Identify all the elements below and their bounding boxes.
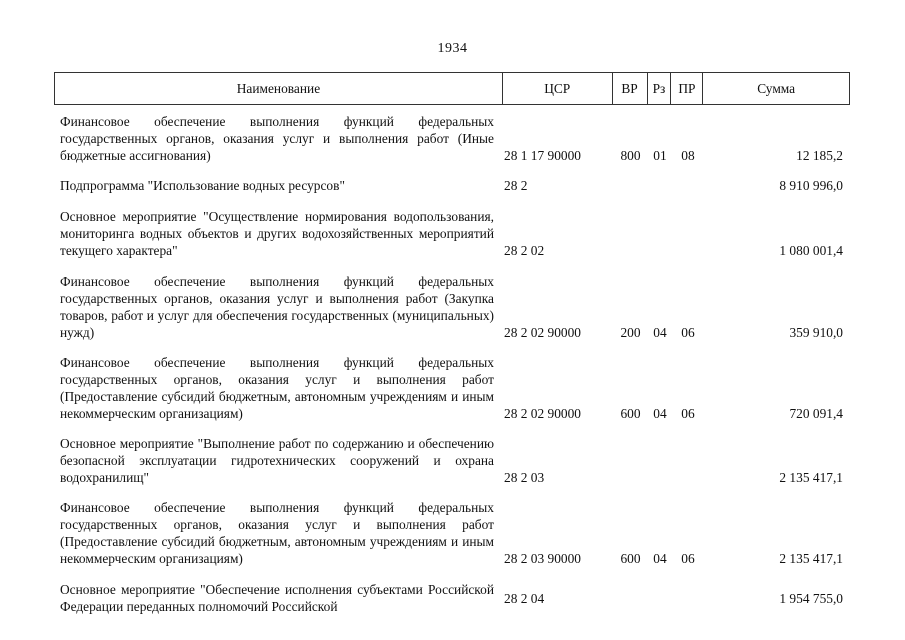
row-rz: 04 [653, 551, 667, 566]
row-name: Основное мероприятие "Осуществление нормирования водопользования, мониторинга водных объектов и других водохозяйственных мероприятий текущего характера" [60, 209, 494, 258]
row-csr: 28 2 02 90000 [504, 406, 581, 421]
table-row [54, 354, 850, 422]
header-sum: Сумма [757, 81, 796, 96]
budget-table [54, 72, 850, 615]
header-csr: ЦСР [503, 73, 613, 104]
row-csr: 28 2 02 [504, 243, 545, 258]
row-vr: 800 [620, 148, 641, 163]
row-csr: 28 2 03 90000 [504, 551, 581, 566]
row-sum: 2 135 417,1 [779, 470, 843, 485]
page-number: 1934 [437, 41, 468, 56]
table-row [54, 113, 850, 164]
table-row [54, 581, 850, 615]
row-vr: 200 [620, 325, 641, 340]
row-sum: 1 080 001,4 [779, 243, 843, 258]
row-name: Финансовое обеспечение выполнения функций федеральных государственных органов, оказания услуг и выполнения работ (Предоставление субсидий бюджетным, автономным учреждениям и иным некоммерческим организациям) [60, 355, 494, 421]
row-name: Финансовое обеспечение выполнения функций федеральных государственных органов, оказания услуг и выполнения работ (Предоставление субсидий бюджетным, автономным учреждениям и иным некоммерческим организациям) [60, 500, 494, 566]
table-row [54, 435, 850, 486]
row-csr: 28 2 03 [504, 470, 545, 485]
row-rz: 04 [653, 406, 667, 421]
row-name: Финансовое обеспечение выполнения функций федеральных государственных органов, оказания услуг и выполнения работ (Закупка товаров, работ и услуг для обеспечения государственных (муниципальных) нужд) [60, 274, 494, 340]
row-sum: 12 185,2 [796, 148, 843, 163]
header-vr: ВР [613, 73, 648, 104]
header-pr: ПР [671, 73, 703, 104]
row-name: Подпрограмма "Использование водных ресурсов" [60, 178, 345, 193]
row-name: Основное мероприятие "Выполнение работ по содержанию и обеспечению безопасной эксплуатации гидротехнических сооружений и охрана водохранилищ" [60, 436, 494, 485]
row-csr: 28 2 [504, 178, 528, 193]
row-rz: 04 [653, 325, 667, 340]
row-pr: 06 [681, 551, 695, 566]
row-csr: 28 2 02 90000 [504, 325, 581, 340]
row-sum: 359 910,0 [789, 325, 843, 340]
row-name: Основное мероприятие "Обеспечение исполнения субъектами Российской Федерации переданных полномочий Российской [60, 582, 494, 614]
table-row [54, 208, 850, 259]
table-header [54, 72, 850, 105]
table-row [54, 499, 850, 567]
table-row [54, 177, 850, 194]
row-sum: 8 910 996,0 [779, 178, 843, 193]
row-vr: 600 [620, 551, 641, 566]
row-vr: 600 [620, 406, 641, 421]
row-pr: 06 [681, 325, 695, 340]
row-rz: 01 [653, 148, 667, 163]
row-sum: 1 954 755,0 [779, 591, 843, 606]
row-name: Финансовое обеспечение выполнения функций федеральных государственных органов, оказания услуг и выполнения работ (Иные бюджетные ассигнования) [60, 114, 494, 163]
header-name: Наименование [55, 73, 503, 104]
row-csr: 28 1 17 90000 [504, 148, 581, 163]
header-rz: Рз [648, 73, 672, 104]
row-pr: 06 [681, 406, 695, 421]
row-csr: 28 2 04 [504, 591, 545, 606]
row-sum: 720 091,4 [789, 406, 843, 421]
table-row [54, 273, 850, 341]
row-pr: 08 [681, 148, 695, 163]
row-sum: 2 135 417,1 [779, 551, 843, 566]
